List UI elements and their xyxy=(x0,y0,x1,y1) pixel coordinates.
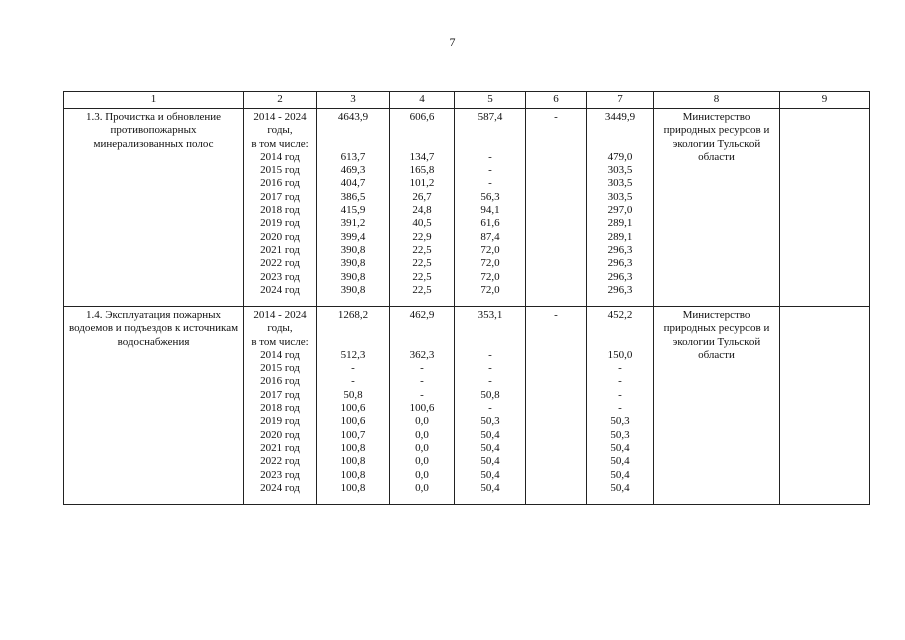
executor: Министерство природных ресурсов и экологии Тульской области xyxy=(654,307,780,505)
period-cell-value: 2014 - 2024 xyxy=(253,111,307,123)
period-cell-value: 2023 год xyxy=(260,468,300,481)
col5-cell xyxy=(455,307,526,505)
col7-cell-value: 452,2 xyxy=(607,309,633,321)
col6-cell-value: - xyxy=(554,111,558,123)
total-cell-value: 100,8 xyxy=(340,468,366,481)
period-cell-value: годы, xyxy=(267,124,293,137)
col7-cell-value: 479,0 xyxy=(607,150,633,163)
col4-cell-value: 22,5 xyxy=(412,283,432,296)
total-cell-value: 613,7 xyxy=(340,150,366,163)
col7-cell-value xyxy=(590,336,650,349)
col5-cell-value: - xyxy=(488,177,492,190)
total-cell-value: 390,8 xyxy=(340,257,366,270)
col5-cell-value: 72,0 xyxy=(480,243,500,256)
period-cell-value: 2022 год xyxy=(260,455,300,468)
period-cell-value: 2019 год xyxy=(260,415,300,428)
col7-cell-value: 50,4 xyxy=(610,441,630,454)
col4-cell-value: 101,2 xyxy=(409,177,435,190)
period-cell-value: 2024 год xyxy=(260,481,300,494)
col-header: 9 xyxy=(780,92,870,109)
total-cell-value: 100,8 xyxy=(340,441,366,454)
col7-cell-value: 303,5 xyxy=(607,177,633,190)
col5-cell-value: 50,4 xyxy=(480,468,500,481)
period-cell xyxy=(244,109,317,307)
col5-cell-value: - xyxy=(488,348,492,361)
col4-cell-value xyxy=(393,336,451,349)
total-cell-value: - xyxy=(351,362,355,375)
col4-cell-value: 134,7 xyxy=(409,150,435,163)
total-cell-value: 404,7 xyxy=(340,177,366,190)
col7-cell-value: 50,4 xyxy=(610,455,630,468)
col4-cell-value: 362,3 xyxy=(409,348,435,361)
col4-cell-value: 24,8 xyxy=(412,204,432,217)
col5-cell-value: 72,0 xyxy=(480,270,500,283)
col4-cell-value: 0,0 xyxy=(415,455,429,468)
col7-cell-value: 303,5 xyxy=(607,164,633,177)
period-cell-value: в том числе: xyxy=(251,137,309,150)
period-cell-value: 2024 год xyxy=(260,283,300,296)
header-row xyxy=(64,92,870,109)
col7-cell-value xyxy=(590,322,650,335)
col4-cell-value: - xyxy=(420,375,424,388)
period-cell-value: 2018 год xyxy=(260,402,300,415)
col4-cell xyxy=(390,307,455,505)
col5-cell-value: 50,4 xyxy=(480,481,500,494)
col7-cell-value: 289,1 xyxy=(607,230,633,243)
col7-cell-value: 50,3 xyxy=(610,415,630,428)
col7-cell xyxy=(587,307,654,505)
col4-cell-value: 22,5 xyxy=(412,257,432,270)
total-cell-value: 100,8 xyxy=(340,481,366,494)
col7-cell-value: 50,4 xyxy=(610,468,630,481)
budget-table xyxy=(63,91,870,505)
period-cell-value: 2022 год xyxy=(260,257,300,270)
total-cell xyxy=(317,307,390,505)
col4-cell xyxy=(390,109,455,307)
col7-cell-value: 296,3 xyxy=(607,283,633,296)
activity-name: 1.4. Эксплуатация пожарных водоемов и подъездов к источникам водоснабжения xyxy=(64,307,244,505)
col7-cell-value: 296,3 xyxy=(607,270,633,283)
total-cell-value: 399,4 xyxy=(340,230,366,243)
table-row xyxy=(64,109,870,307)
activity-name: 1.3. Прочистка и обновление противопожарных минерализованных полос xyxy=(64,109,244,307)
total-cell-value: 100,7 xyxy=(340,428,366,441)
col5-cell-value: 87,4 xyxy=(480,230,500,243)
col5-cell-value: - xyxy=(488,362,492,375)
col-header: 6 xyxy=(526,92,587,109)
period-cell-value: 2014 год xyxy=(260,150,300,163)
col-header: 7 xyxy=(587,92,654,109)
col7-cell-value: 297,0 xyxy=(607,204,633,217)
notes-cell xyxy=(780,307,870,505)
total-cell-value: 100,6 xyxy=(340,402,366,415)
period-cell-value: 2014 год xyxy=(260,348,300,361)
col5-cell-value: 94,1 xyxy=(480,204,500,217)
col5-cell-value: - xyxy=(488,164,492,177)
period-cell-value: в том числе: xyxy=(251,335,309,348)
total-cell-value: 469,3 xyxy=(340,164,366,177)
total-cell-value: 50,8 xyxy=(343,388,363,401)
col6-cell xyxy=(526,307,587,505)
period-cell-value: 2015 год xyxy=(260,164,300,177)
total-cell-value: 1268,2 xyxy=(337,309,369,321)
col4-cell-value xyxy=(393,124,451,137)
total-cell-value: - xyxy=(351,375,355,388)
col7-cell-value: - xyxy=(618,402,622,415)
col4-cell-value: 26,7 xyxy=(412,190,432,203)
col5-cell-value: - xyxy=(488,150,492,163)
col5-cell-value: 587,4 xyxy=(477,111,503,123)
total-cell-value: 386,5 xyxy=(340,190,366,203)
col-header: 8 xyxy=(654,92,780,109)
period-cell-value: годы, xyxy=(267,322,293,335)
col7-cell-value: - xyxy=(618,388,622,401)
col4-cell-value: - xyxy=(420,362,424,375)
col7-cell-value: 3449,9 xyxy=(604,111,636,123)
col5-cell-value: 353,1 xyxy=(477,309,503,321)
col4-cell-value: 462,9 xyxy=(409,309,435,321)
col-header: 5 xyxy=(455,92,526,109)
col7-cell-value: - xyxy=(618,375,622,388)
col5-cell-value: 50,3 xyxy=(480,415,500,428)
period-cell-value: 2020 год xyxy=(260,230,300,243)
period-cell-value: 2014 - 2024 xyxy=(253,309,307,321)
col5-cell-value: 50,4 xyxy=(480,441,500,454)
col5-cell-value: - xyxy=(488,402,492,415)
col7-cell-value xyxy=(590,124,650,137)
col4-cell-value: 40,5 xyxy=(412,217,432,230)
executor: Министерство природных ресурсов и экологии Тульской области xyxy=(654,109,780,307)
total-cell-value: 100,6 xyxy=(340,415,366,428)
col7-cell-value: 289,1 xyxy=(607,217,633,230)
total-cell-value: 100,8 xyxy=(340,455,366,468)
period-cell-value: 2018 год xyxy=(260,204,300,217)
total-cell-value xyxy=(320,322,386,335)
col-header: 2 xyxy=(244,92,317,109)
col5-cell-value: 50,4 xyxy=(480,455,500,468)
col7-cell-value: - xyxy=(618,362,622,375)
period-cell-value: 2017 год xyxy=(260,190,300,203)
period-cell-value: 2021 год xyxy=(260,441,300,454)
col7-cell-value: 50,4 xyxy=(610,481,630,494)
period-cell xyxy=(244,307,317,505)
col4-cell-value: 22,9 xyxy=(412,230,432,243)
col5-cell-value: 56,3 xyxy=(480,190,500,203)
table-row xyxy=(64,307,870,505)
period-cell-value: 2019 год xyxy=(260,217,300,230)
col7-cell-value: 296,3 xyxy=(607,257,633,270)
period-cell-value: 2015 год xyxy=(260,362,300,375)
col7-cell-value: 150,0 xyxy=(607,348,633,361)
total-cell-value: 391,2 xyxy=(340,217,366,230)
total-cell-value: 390,8 xyxy=(340,283,366,296)
col7-cell xyxy=(587,109,654,307)
col4-cell-value: 22,5 xyxy=(412,270,432,283)
col5-cell-value: 50,8 xyxy=(480,388,500,401)
col6-cell-value: - xyxy=(554,309,558,321)
period-cell-value: 2021 год xyxy=(260,243,300,256)
col4-cell-value: 0,0 xyxy=(415,468,429,481)
col5-cell-value xyxy=(458,336,522,349)
col5-cell-value xyxy=(458,124,522,137)
col4-cell-value: - xyxy=(420,388,424,401)
col4-cell-value xyxy=(393,322,451,335)
col4-cell-value: 0,0 xyxy=(415,441,429,454)
col4-cell-value: 0,0 xyxy=(415,415,429,428)
total-cell-value xyxy=(320,138,386,151)
col5-cell xyxy=(455,109,526,307)
total-cell-value xyxy=(320,336,386,349)
col4-cell-value: 0,0 xyxy=(415,428,429,441)
col5-cell-value: 72,0 xyxy=(480,257,500,270)
col4-cell-value: 165,8 xyxy=(409,164,435,177)
col7-cell-value: 296,3 xyxy=(607,243,633,256)
col-header: 1 xyxy=(64,92,244,109)
period-cell-value: 2016 год xyxy=(260,177,300,190)
total-cell-value: 390,8 xyxy=(340,243,366,256)
total-cell-value: 4643,9 xyxy=(337,111,369,123)
col4-cell-value: 0,0 xyxy=(415,481,429,494)
notes-cell xyxy=(780,109,870,307)
col5-cell-value xyxy=(458,322,522,335)
total-cell-value: 415,9 xyxy=(340,204,366,217)
period-cell-value: 2020 год xyxy=(260,428,300,441)
col4-cell-value xyxy=(393,138,451,151)
col7-cell-value: 50,3 xyxy=(610,428,630,441)
period-cell-value: 2023 год xyxy=(260,270,300,283)
period-cell-value: 2017 год xyxy=(260,388,300,401)
period-cell-value: 2016 год xyxy=(260,375,300,388)
col4-cell-value: 22,5 xyxy=(412,243,432,256)
col5-cell-value xyxy=(458,138,522,151)
col7-cell-value xyxy=(590,138,650,151)
col5-cell-value: 61,6 xyxy=(480,217,500,230)
total-cell xyxy=(317,109,390,307)
col7-cell-value: 303,5 xyxy=(607,190,633,203)
total-cell-value: 512,3 xyxy=(340,348,366,361)
col4-cell-value: 100,6 xyxy=(409,402,435,415)
col5-cell-value: 72,0 xyxy=(480,283,500,296)
total-cell-value: 390,8 xyxy=(340,270,366,283)
col-header: 4 xyxy=(390,92,455,109)
col4-cell-value: 606,6 xyxy=(409,111,435,123)
col6-cell xyxy=(526,109,587,307)
page-number: 7 xyxy=(449,35,456,49)
col5-cell-value: - xyxy=(488,375,492,388)
col5-cell-value: 50,4 xyxy=(480,428,500,441)
col-header: 3 xyxy=(317,92,390,109)
total-cell-value xyxy=(320,124,386,137)
